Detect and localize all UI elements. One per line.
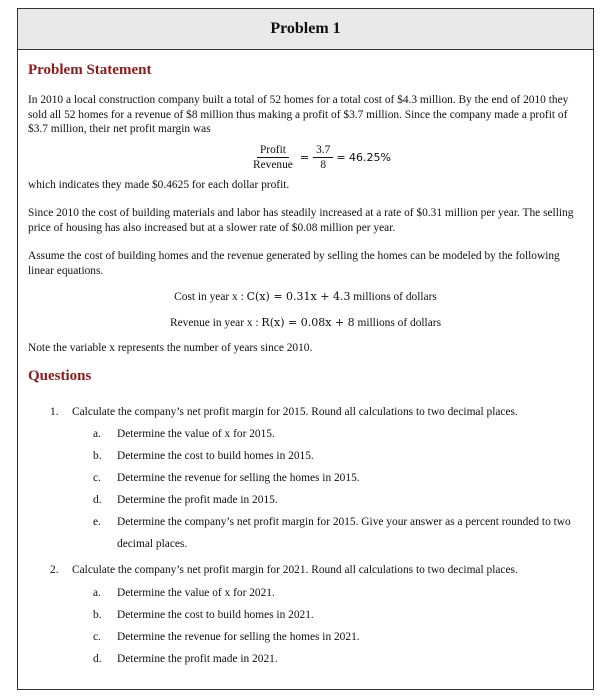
subquestion-2b (28, 604, 583, 626)
revenue-equation (28, 316, 583, 329)
subquestion-1e (28, 511, 583, 555)
questions-list (28, 405, 583, 670)
question-number: 2. (50, 564, 59, 576)
subquestion-label: b. (93, 608, 102, 621)
variable-note: Note the variable x represents the number of years since 2010. (28, 342, 313, 354)
subquestion-text: Determine the cost to build homes in 2015. (117, 450, 314, 462)
subquestion-label: c. (93, 630, 101, 643)
subquestion-label: a. (93, 586, 101, 599)
subquestion-label: d. (93, 494, 102, 506)
fraction-denominator-revenue: Revenue (253, 158, 293, 171)
fraction-numerator-value: 3.7 (313, 143, 333, 158)
subquestion-text: Determine the cost to build homes in 2021. (117, 608, 314, 621)
subquestion-1c (28, 467, 583, 489)
subquestion-label: b. (93, 450, 102, 462)
subquestion-label: d. (93, 652, 102, 665)
profit-over-revenue-fraction (250, 143, 296, 172)
numeric-fraction (313, 143, 333, 172)
question-1-subparts (28, 423, 583, 555)
subquestion-text: Determine the profit made in 2015. (117, 494, 278, 506)
subquestion-text: Determine the company’s net profit margin for 2015. Give your answer as a percent rounded to two decimal places. (117, 516, 571, 550)
question-1 (28, 405, 583, 420)
question-text: Calculate the company’s net profit margin for 2015. Round all calculations to two decimal places. (72, 405, 518, 418)
linear-model-paragraph: Assume the cost of building homes and the revenue generated by selling the homes can be modeled by the following linear equations. (28, 250, 560, 277)
subquestion-text: Determine the value of x for 2021. (117, 586, 275, 599)
subquestion-text: Determine the revenue for selling the homes in 2021. (117, 630, 360, 643)
subquestion-2c (28, 626, 583, 648)
problem-statement-heading: Problem Statement (28, 62, 152, 78)
profit-per-dollar-paragraph: which indicates they made $0.4625 for each dollar profit. (28, 178, 290, 191)
equals-sign: = (299, 150, 310, 164)
fraction-numerator-profit: Profit (257, 143, 289, 158)
subquestion-1b (28, 445, 583, 467)
fraction-denominator-value: 8 (320, 158, 327, 171)
subquestion-label: c. (93, 472, 101, 484)
subquestion-2d (28, 648, 583, 670)
problem-content (18, 62, 593, 670)
problem-card (17, 8, 594, 690)
cost-label: Cost in year x : (174, 291, 244, 303)
subquestion-text: Determine the profit made in 2021. (117, 652, 278, 665)
subquestion-1d (28, 489, 583, 511)
subquestion-text: Determine the value of x for 2015. (117, 428, 275, 440)
question-2-subparts (28, 582, 583, 670)
revenue-units: millions of dollars (357, 317, 441, 329)
cost-units: millions of dollars (353, 291, 437, 303)
questions-heading: Questions (28, 367, 92, 384)
subquestion-1a (28, 423, 583, 445)
cost-increase-paragraph: Since 2010 the cost of building materials and labor has steadily increased at a rate of $0.31 million per year. The selling price of housing has also increased but at a slower rate of $0.08 million per year. (28, 207, 574, 234)
question-text: Calculate the company’s net profit margin for 2021. Round all calculations to two decimal places. (72, 564, 518, 576)
subquestion-2a (28, 582, 583, 604)
cost-formula: C(x) = 0.31x + 4.3 (246, 290, 351, 303)
subquestion-label: a. (93, 428, 101, 440)
revenue-label: Revenue in year x : (170, 317, 259, 329)
intro-paragraph: In 2010 a local construction company built a total of 52 homes for a total cost of $4.3 million. By the end of 2010 they sold all 52 homes for a revenue of $8 million thus making a profit of $3.7 million. Since the company made a profit of $3.7 million, their net profit margin was (28, 94, 569, 135)
problem-title: Problem 1 (18, 9, 593, 50)
subquestion-label: e. (93, 516, 101, 528)
revenue-formula: R(x) = 0.08x + 8 (261, 316, 355, 329)
subquestion-text: Determine the revenue for selling the homes in 2015. (117, 472, 360, 484)
question-number: 1. (50, 405, 59, 418)
question-2 (28, 563, 583, 578)
profit-margin-formula (58, 143, 583, 172)
formula-result: = 46.25% (336, 150, 391, 164)
cost-equation (28, 290, 583, 303)
